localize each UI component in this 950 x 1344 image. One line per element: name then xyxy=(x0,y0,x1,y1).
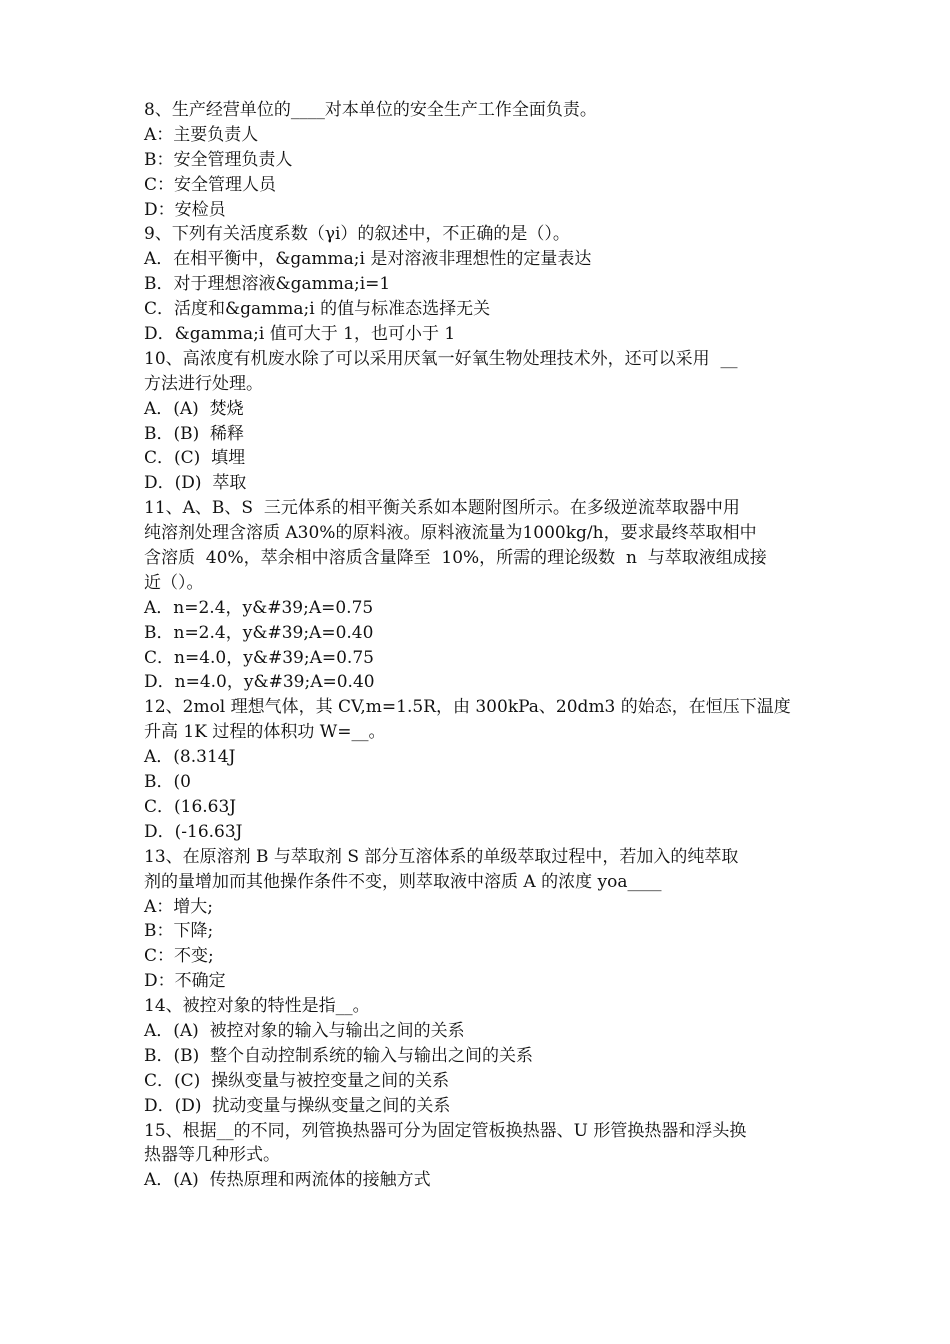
q15-option-a: A．(A) 传热原理和两流体的接触方式 xyxy=(144,1170,431,1191)
q14-option-c: C．(C) 操纵变量与被控变量之间的关系 xyxy=(144,1070,450,1091)
q10-option-c: C．(C) 填埋 xyxy=(144,448,246,469)
q8-option-b: B：安全管理负责人 xyxy=(144,149,293,170)
q8-option-c: C：安全管理人员 xyxy=(144,174,277,195)
q14-option-d: D．(D) 扰动变量与操纵变量之间的关系 xyxy=(144,1095,451,1116)
q10-option-a: A．(A) 焚烧 xyxy=(144,398,244,419)
q12-stem-line-1: 12、2mol 理想气体，其 CV,m=1.5R，由 300kPa、20dm3 的始态，在恒压下温度 xyxy=(144,697,791,718)
q14-stem: 14、被控对象的特性是指__。 xyxy=(144,996,370,1017)
q8-option-d: D：安检员 xyxy=(144,199,226,220)
q10-option-b: B．(B) 稀释 xyxy=(144,423,245,444)
q11-stem-line-4: 近（）。 xyxy=(144,572,204,593)
q9-option-a: A．在相平衡中，&gamma;i 是对溶液非理想性的定量表达 xyxy=(144,249,592,270)
q14-option-b: B．(B) 整个自动控制系统的输入与输出之间的关系 xyxy=(144,1045,534,1066)
q8-stem: 8、生产经营单位的____对本单位的安全生产工作全面负责。 xyxy=(144,100,597,120)
q15-stem-line-1: 15、根据__的不同，列管换热器可分为固定管板换热器、U 形管换热器和浮头换 xyxy=(144,1120,747,1141)
q11-stem-line-1: 11、A、B、S 三元体系的相平衡关系如本题附图所示。在多级逆流萃取器中用 xyxy=(144,498,740,519)
q13-option-c: C：不变; xyxy=(144,946,214,967)
question-text-block xyxy=(144,98,812,1193)
q11-stem-line-2: 纯溶剂处理含溶质 A30%的原料液。原料液流量为1000kg/h，要求最终萃取相中 xyxy=(144,523,757,544)
q12-option-d: D．(-16.63J xyxy=(144,821,243,842)
q15-stem-line-2: 热器等几种形式。 xyxy=(144,1145,280,1166)
q11-option-a: A．n=2.4，y&#39;A=0.75 xyxy=(144,597,374,618)
q14-option-a: A．(A) 被控对象的输入与输出之间的关系 xyxy=(144,1020,465,1041)
q13-stem-line-2: 剂的量增加而其他操作条件不变，则萃取液中溶质 A 的浓度 yoa____ xyxy=(144,871,662,892)
q13-option-a: A：增大; xyxy=(144,896,214,917)
q12-option-c: C．(16.63J xyxy=(144,796,237,817)
q9-stem: 9、下列有关活度系数（γi）的叙述中，不正确的是（）。 xyxy=(144,224,570,245)
q13-option-b: B：下降; xyxy=(144,921,214,942)
q9-option-d: D．&gamma;i 值可大于 1，也可小于 1 xyxy=(144,324,456,345)
q10-stem-line-2: 方法进行处理。 xyxy=(144,373,263,394)
q12-stem-line-2: 升高 1K 过程的体积功 W=__。 xyxy=(144,722,386,743)
q12-option-a: A．(8.314J xyxy=(144,747,236,768)
q13-option-d: D：不确定 xyxy=(144,971,226,992)
q11-option-d: D．n=4.0，y&#39;A=0.40 xyxy=(144,672,375,693)
q13-stem-line-1: 13、在原溶剂 B 与萃取剂 S 部分互溶体系的单级萃取过程中，若加入的纯萃取 xyxy=(144,846,739,867)
q10-stem-line-1: 10、高浓度有机废水除了可以采用厌氧一好氧生物处理技术外，还可以采用 __ xyxy=(144,348,738,369)
q11-stem-line-3: 含溶质 40%，萃余相中溶质含量降至 10%，所需的理论级数 n 与萃取液组成接 xyxy=(144,548,767,569)
q9-option-c: C．活度和&gamma;i 的值与标准态选择无关 xyxy=(144,299,491,320)
q11-option-b: B．n=2.4，y&#39;A=0.40 xyxy=(144,622,374,643)
q10-option-d: D．(D) 萃取 xyxy=(144,473,247,494)
q11-option-c: C．n=4.0，y&#39;A=0.75 xyxy=(144,647,374,668)
q12-option-b: B．(0 xyxy=(144,772,191,793)
q9-option-b: B．对于理想溶液&gamma;i=1 xyxy=(144,274,391,295)
q8-option-a: A：主要负责人 xyxy=(144,124,259,145)
